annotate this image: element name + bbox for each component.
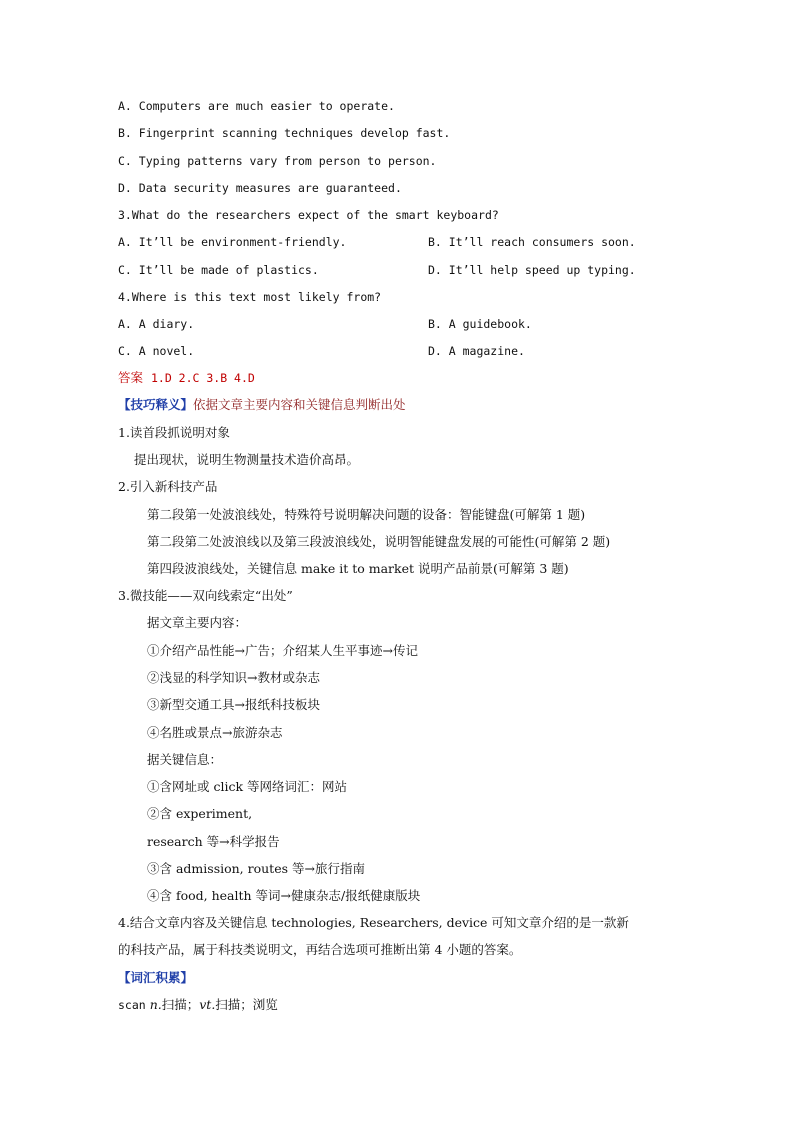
question-4-stem: 4.Where is this text most likely from? — [118, 290, 382, 304]
step-3-key-2a: ②含 experiment, — [147, 806, 253, 821]
option-q2-b: B. Fingerprint scanning techniques develop fast. — [118, 126, 451, 140]
option-q2-c: C. Typing patterns vary from person to person. — [118, 154, 437, 168]
vocab-pos-2: vt. — [199, 997, 216, 1012]
option-q2-d: D. Data security measures are guaranteed. — [118, 181, 402, 195]
vocab-word: scan — [118, 998, 146, 1012]
vocab-def-1: 扫描； — [161, 997, 200, 1012]
answer-line — [118, 370, 255, 386]
option-q3-d: D. It’ll help speed up typing. — [428, 263, 636, 277]
step-2-detail-1: 第二段第一处波浪线处，特殊符号说明解决问题的设备：智能键盘(可解第 1 题) — [147, 507, 586, 522]
vocab-pos-1: n. — [149, 997, 162, 1012]
step-4-line-1: 4.结合文章内容及关键信息 technologies, Researchers, device 可知文章介绍的是一款新 — [118, 915, 629, 930]
step-3-key-2b: research 等→科学报告 — [147, 834, 280, 849]
skill-heading — [118, 397, 406, 413]
skill-tag: 【技巧释义】 — [118, 397, 194, 412]
step-1: 1.读首段抓说明对象 — [118, 425, 230, 440]
step-2: 2.引入新科技产品 — [118, 479, 218, 494]
step-3-main-1: ①介绍产品性能→广告；介绍某人生平事迹→传记 — [147, 643, 418, 658]
step-3-main-4: ④名胜或景点→旅游杂志 — [147, 725, 283, 740]
option-q3-c: C. It’ll be made of plastics. — [118, 263, 319, 277]
vocab-def-2: 扫描；浏览 — [215, 997, 278, 1012]
step-3-key-4: ④含 food, health 等词→健康杂志/报纸健康版块 — [147, 888, 421, 903]
option-q4-d: D. A magazine. — [428, 344, 525, 358]
step-3-key-3: ③含 admission, routes 等→旅行指南 — [147, 861, 365, 876]
vocab-heading: 【词汇积累】 — [118, 970, 194, 985]
vocab-entry — [118, 997, 278, 1013]
step-4-line-2: 的科技产品，属于科技类说明文，再结合选项可推断出第 4 小题的答案。 — [118, 942, 522, 957]
question-3-stem: 3.What do the researchers expect of the smart keyboard? — [118, 208, 499, 222]
step-2-detail-2: 第二段第二处波浪线以及第三段波浪线处，说明智能键盘发展的可能性(可解第 2 题) — [147, 534, 611, 549]
option-q4-b: B. A guidebook. — [428, 317, 532, 331]
step-3: 3.微技能——双向线索定“出处” — [118, 588, 293, 603]
step-3-main-3: ③新型交通工具→报纸科技板块 — [147, 697, 320, 712]
answer-label: 答案 — [118, 370, 144, 385]
answer-text: 1.D 2.C 3.B 4.D — [150, 371, 255, 385]
step-1-detail: 提出现状，说明生物测量技术造价高昂。 — [134, 452, 360, 467]
option-q2-a: A. Computers are much easier to operate. — [118, 99, 395, 113]
step-3-key-heading: 据关键信息： — [147, 752, 223, 767]
step-3-main-2: ②浅显的科学知识→教材或杂志 — [147, 670, 320, 685]
step-3-key-1: ①含网址或 click 等网络词汇：网站 — [147, 779, 348, 794]
option-q4-a: A. A diary. — [118, 317, 195, 331]
option-q4-c: C. A novel. — [118, 344, 195, 358]
skill-title: 依据文章主要内容和关键信息判断出处 — [193, 397, 406, 412]
step-2-detail-3: 第四段波浪线处，关键信息 make it to market 说明产品前景(可解第 3 题) — [147, 561, 569, 576]
step-3-main-heading: 据文章主要内容： — [147, 615, 248, 630]
option-q3-a: A. It’ll be environment-friendly. — [118, 235, 347, 249]
option-q3-b: B. It’ll reach consumers soon. — [428, 235, 636, 249]
